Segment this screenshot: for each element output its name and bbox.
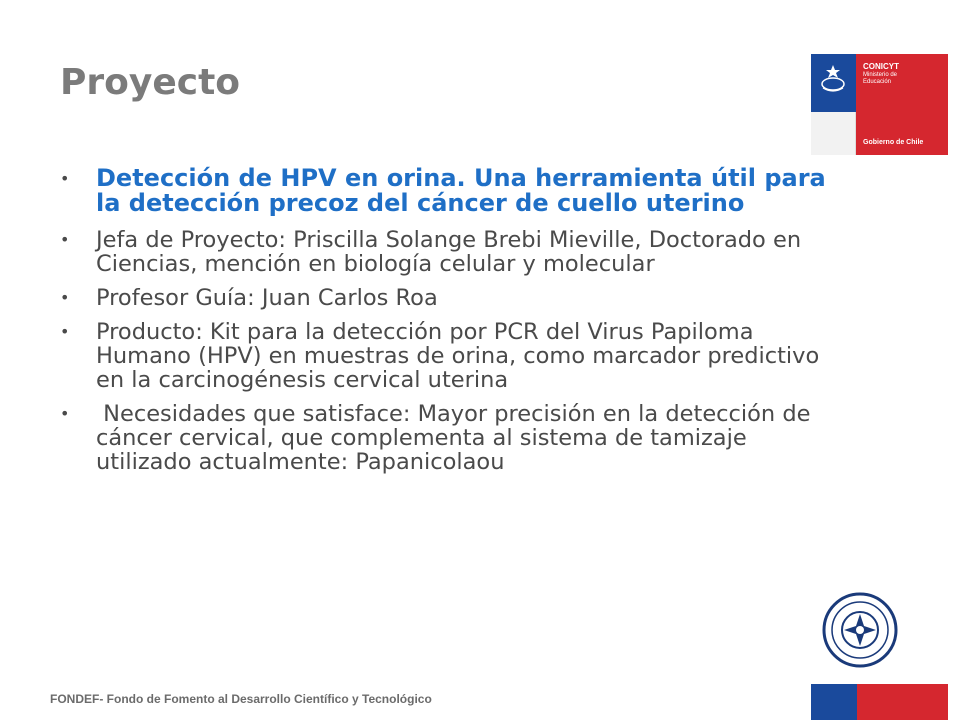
logo-subtitle: Ministerio de Educación	[863, 72, 898, 85]
footer-flag-blue	[811, 684, 857, 720]
bullet-icon: •	[60, 322, 70, 341]
footer-flag-bar	[811, 684, 948, 720]
bullet-text: Profesor Guía: Juan Carlos Roa	[96, 285, 438, 311]
bullet-text: Jefa de Proyecto: Priscilla Solange Brebi Mieville, Doctorado en Ciencias, mención en biología celular y molecular	[96, 227, 802, 277]
bullet-text: Necesidades que satisface: Mayor precisión en la detección de cáncer cervical, que complementa al sistema de tamizaje utilizado actualmente: Papanicolaou	[96, 401, 818, 475]
bullet-item-needs	[56, 402, 846, 474]
bullet-icon: •	[60, 169, 70, 188]
bullet-icon: •	[60, 230, 70, 249]
university-seal-icon	[820, 590, 900, 670]
bullet-list	[56, 166, 846, 484]
bullet-item-product	[56, 320, 846, 392]
bullet-text: Producto: Kit para la detección por PCR del Virus Papiloma Humano (HPV) en muestras de orina, como marcador predictivo en la carcinogénesis cervical uterina	[96, 319, 820, 393]
footer-text: FONDEF- Fondo de Fomento al Desarrollo Científico y Tecnológico	[50, 692, 432, 706]
logo-name: CONICYT	[863, 62, 899, 71]
bullet-item-project-title	[56, 166, 846, 216]
logo-white-field	[811, 112, 856, 155]
conicyt-logo	[811, 54, 948, 155]
bullet-item-project-lead	[56, 228, 846, 276]
coat-of-arms-icon	[817, 62, 849, 94]
bullet-icon: •	[60, 404, 70, 423]
bullet-item-advisor	[56, 286, 846, 310]
footer-flag-red	[857, 684, 948, 720]
bullet-text: Detección de HPV en orina. Una herramienta útil para la detección precoz del cáncer de cuello uterino	[96, 164, 826, 217]
bullet-icon: •	[60, 288, 70, 307]
logo-government: Gobierno de Chile	[863, 139, 924, 146]
slide-title: Proyecto	[60, 62, 241, 103]
